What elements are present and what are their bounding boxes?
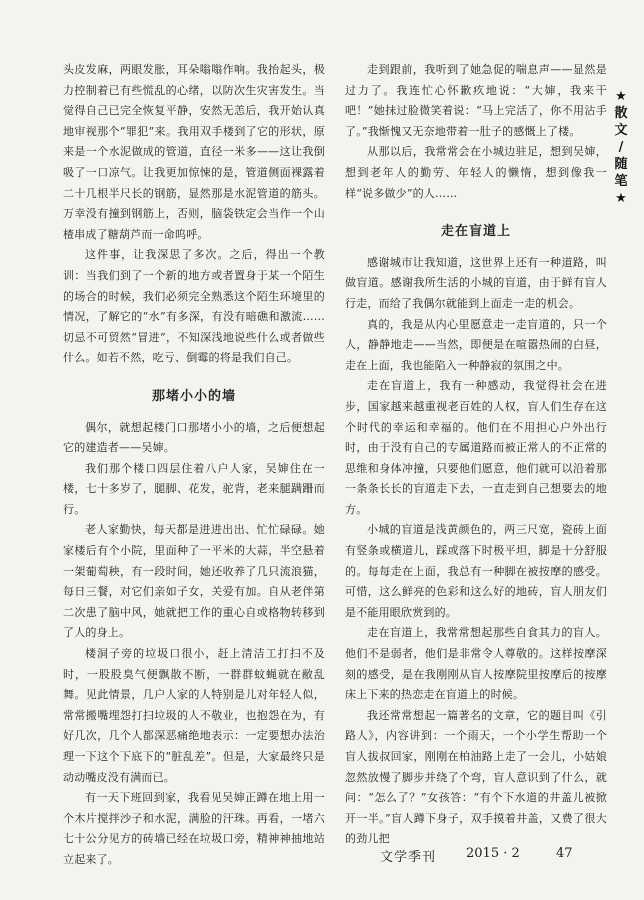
paragraph: 头皮发麻，两眼发胀，耳朵嗡嗡作响。我抬起头，极力控制着已有些慌乱的心绪，以防次生灾害发生。当觉得自己已完全恢复平静，安然无恙后，我开始认真地审视那个“罪犯”来。我用双手楼到了它的形状，原来是一个水泥做成的管道，直径一米多——这让我倒吸了一口凉气。让我更加惊悚的是，管道侧面裸露着二十几根半尺长的钢筋，显然那是水泥管道的筋头。万幸没有撞到钢筋上，否则，脑袋铁定会当作一个山楂串成了糖葫芦而一命呜呼。 bbox=[63, 63, 325, 241]
article-title: 走在盲道上 bbox=[440, 224, 511, 240]
section-label-char: 散 bbox=[614, 106, 628, 121]
paragraph: 我们那个楼口四层住着八户人家，吴婶住在一楼，七十多岁了，腿脚、花发，驼背，老来腿蹒跚而行。 bbox=[63, 461, 325, 516]
section-label-char: 笔 bbox=[614, 174, 628, 189]
paragraph: 楼洞子旁的垃圾口很小，赶上清洁工打扫不及时，一股股臭气便飘散不断，一群群蚊蝇就在敝乱舞。见此情景，几户人家的人特别是儿对年轻人似，常常搬嘴埋怨打扫垃圾的人不敬业，也抱怨在为，有好几次，几个人都深恶痛绝地表示：一定要想办法治理一下这个下底下的“脏乱差”。但是，大家最终只是动动嘴皮没有满而已。 bbox=[63, 647, 325, 784]
star-icon: ★ bbox=[615, 191, 627, 206]
paragraph: 走在盲道上，我常常想起那些自食其力的盲人。他们不是弱者，他们是非常令人尊敬的。这样按摩深刻的感受，是在我刚刚从盲人按摩院里按摩后的按摩床上下来的热恋走在盲道上的时候。 bbox=[345, 626, 607, 702]
paragraph: 真的，我是从内心里愿意走一走盲道的，只一个人，静静地走——当然，即便是在喧嚣热闹的白昼，走在上面，我也能陷入一种静寂的氛围之中。 bbox=[345, 317, 607, 372]
right-column bbox=[345, 60, 607, 850]
section-label-char: 随 bbox=[614, 157, 628, 172]
article-title: 那堵小小的墙 bbox=[151, 388, 236, 404]
paragraph: 偶尔，就想起楼门口那堵小小的墙，之后便想起它的建造者——吴婶。 bbox=[63, 420, 325, 455]
paragraph: 有一天下班回到家，我看见吴婶正蹲在地上用一个木片搅拌沙子和水泥，满脸的汗珠。再看，一堵六七十公分见方的砖墙已经在垃圾口旁，精神神抽地站立起来了。 bbox=[63, 791, 325, 866]
paragraph: 这件事，让我深思了多次。之后，得出一个教训：当我们到了一个新的地方或者置身于某一个陌生的场合的时候，我们必须完全熟悉这个陌生环境里的情况，了解它的“水”有多深，有没有暗礁和激流……切忌不可贸然“冒进”，不知深浅地说些什么或者做些什么。如若不然，吃亏、倒霉的将是我们自己。 bbox=[63, 248, 325, 365]
paragraph: 小城的盲道是浅黄颜色的，两三尺宽，瓷砖上面有竖条或横道儿，踩或落下时极平坦，脚是十分舒服的。每每走在上面，我总有一种脚在被按摩的感受。可惜，这么鲜亮的色彩和这么好的地砖，盲人朋友们是不能用眼欣赏到的。 bbox=[345, 523, 607, 619]
paragraph: 感谢城市让我知道，这世界上还有一种道路，叫做盲道。感谢我所生活的小城的盲道，由于鲜有盲人行走，而给了我偶尔就能到上面走一走的机会。 bbox=[345, 255, 607, 310]
section-label-char: 文 bbox=[614, 123, 628, 138]
star-icon: ★ bbox=[615, 89, 627, 104]
journal-name: 文学季刊 bbox=[380, 850, 437, 865]
section-label-char: / bbox=[618, 140, 624, 155]
issue-number: 2015 · 2 bbox=[466, 846, 520, 861]
left-column bbox=[63, 60, 325, 866]
paragraph: 老人家勤快，每天都是进进出出、忙忙碌碌。她家楼后有个小院，里面种了一平米的大蒜，半空悬着一架葡萄秧，有一段时间，她还收养了几只流浪猫，每日三餐，对它们亲如子女，关爱有加。自从老伴第二次患了脑中风，她就把工作的重心自或格物转移到了人的身上。 bbox=[63, 523, 325, 640]
paragraph: 从那以后，我常常会在小城边驻足，想到吴婶，想到老年人的勤劳、年轻人的懒惰，想到像我一样“说多做少”的人…… bbox=[345, 145, 607, 200]
paragraph: 我还常常想起一篇著名的文章，它的题目叫《引路人》，内容讲到：一个雨天，一个小学生帮助一个盲人拔叔回家，刚刚在柏油路上走了一会儿，小姑娘忽然放慢了脚步并绕了个弯，盲人意识到了什么，就问：“怎么了？”女孩答：“有个下水道的井盖儿被掀开一半。”盲人蹲下身子，双手摸着井盖，又费了很大的劲儿把 bbox=[345, 708, 607, 846]
paragraph: 走到跟前，我听到了她急促的喘息声——显然是过力了。我连忙心怀歉疚地说：“大婶，我来干吧！”她抹过脸微笑着说：“马上完活了，你不用沾手了。”我惭愧又无奈地带着一肚子的感慨上了楼。 bbox=[345, 63, 607, 138]
paragraph: 走在盲道上，我有一种感动，我觉得社会在进步，国家越来越重视老百姓的人权，盲人们生存在这个时代的幸运和幸福的。他们在不用担心户外出行时，由于没有自己的专属道路而被正常人的不正常的思维和身体冲撞，只要他们愿意，他们就可以沿着那一条条长长的盲道走下去，一直走到自己想要去的地方。 bbox=[345, 379, 607, 516]
page-number: 47 bbox=[556, 846, 573, 861]
section-label bbox=[612, 88, 630, 207]
